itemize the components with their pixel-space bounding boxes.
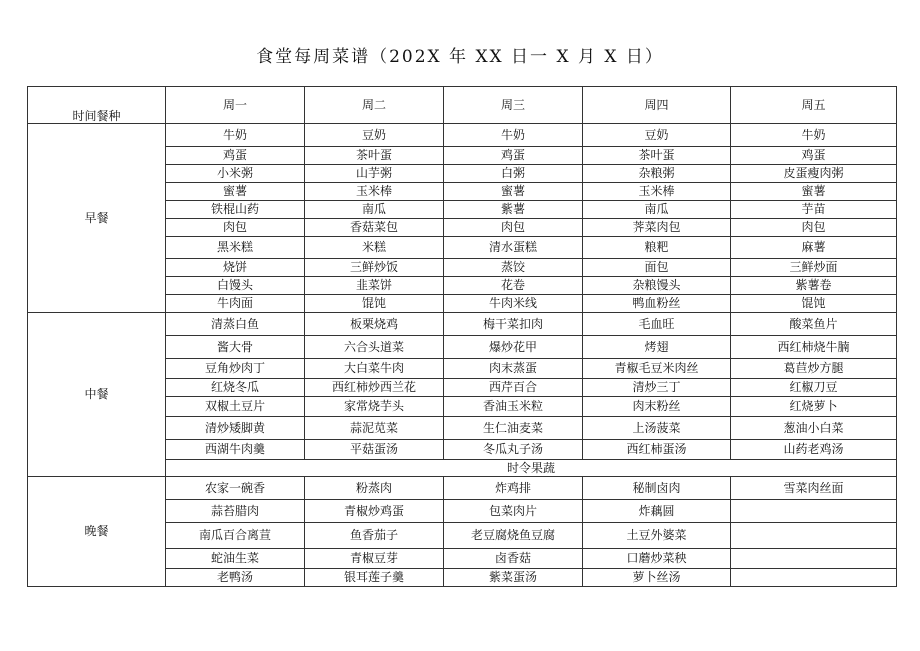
dish-cell: 小米粥 [166,165,305,183]
dish-cell: 板栗烧鸡 [305,313,444,336]
dish-cell: 葛苣炒方腿 [731,359,897,379]
dish-cell: 清水蛋糕 [444,237,583,259]
dish-cell: 蛇油生菜 [166,549,305,569]
dish-cell: 平菇蛋汤 [305,440,444,460]
dish-cell: 鸡蛋 [731,147,897,165]
dish-cell: 蜜薯 [731,183,897,201]
dish-cell: 皮蛋瘦肉粥 [731,165,897,183]
dish-cell: 秘制卤肉 [583,477,731,500]
day-header: 周一 [166,87,305,124]
dish-cell: 紫薯 [444,201,583,219]
dish-cell [731,523,897,549]
dish-cell: 口蘑炒菜秧 [583,549,731,569]
dish-cell: 玉米棒 [305,183,444,201]
dish-cell: 烧饼 [166,259,305,277]
dish-cell: 冬瓜丸子汤 [444,440,583,460]
dish-cell: 老鸭汤 [166,569,305,587]
dish-cell: 牛奶 [444,124,583,147]
dish-cell: 米糕 [305,237,444,259]
dish-cell: 毛血旺 [583,313,731,336]
dish-cell: 西红柿蛋汤 [583,440,731,460]
dish-cell: 肉包 [731,219,897,237]
menu-row [28,124,897,147]
meal-label-breakfast: 早餐 [28,124,166,313]
dish-cell: 麻薯 [731,237,897,259]
dish-cell: 六合头道菜 [305,336,444,359]
dish-cell: 蜜薯 [444,183,583,201]
dish-cell: 青椒炒鸡蛋 [305,500,444,523]
dish-cell: 鸡蛋 [444,147,583,165]
dish-cell: 南瓜百合离荁 [166,523,305,549]
dish-cell: 山药老鸡汤 [731,440,897,460]
dish-cell: 酱大骨 [166,336,305,359]
dish-cell: 粉蒸肉 [305,477,444,500]
dish-cell: 西芹百合 [444,379,583,397]
dish-cell: 三鲜炒面 [731,259,897,277]
weekly-menu-table [27,86,897,587]
dish-cell: 黑米糕 [166,237,305,259]
dish-cell: 蒸饺 [444,259,583,277]
dish-cell [731,500,897,523]
dish-cell: 上汤菠菜 [583,417,731,440]
dish-cell: 老豆腐烧鱼豆腐 [444,523,583,549]
dish-cell: 葱油小白菜 [731,417,897,440]
dish-cell: 茶叶蛋 [305,147,444,165]
dish-cell: 萝卜丝汤 [583,569,731,587]
dish-cell: 西红柿炒西兰花 [305,379,444,397]
header-row [28,87,897,124]
dish-cell: 铁棍山药 [166,201,305,219]
dish-cell: 雪菜肉丝面 [731,477,897,500]
dish-cell: 杂粮粥 [583,165,731,183]
dish-cell: 韭菜饼 [305,277,444,295]
dish-cell: 三鲜炒饭 [305,259,444,277]
dish-cell: 香菇菜包 [305,219,444,237]
dish-cell: 牛奶 [166,124,305,147]
day-header: 周三 [444,87,583,124]
dish-cell: 清蒸白鱼 [166,313,305,336]
dish-cell: 鱼香茄子 [305,523,444,549]
dish-cell: 梅干菜扣肉 [444,313,583,336]
dish-cell: 芋苗 [731,201,897,219]
dish-cell: 香油玉米粒 [444,397,583,417]
dish-cell: 牛肉米线 [444,295,583,313]
dish-cell: 蒜苔腊肉 [166,500,305,523]
day-header: 周五 [731,87,897,124]
dish-cell: 鸭血粉丝 [583,295,731,313]
dish-cell: 酸菜鱼片 [731,313,897,336]
dish-cell: 清炒三丁 [583,379,731,397]
dish-cell: 肉末粉丝 [583,397,731,417]
dish-cell: 紫薯卷 [731,277,897,295]
dish-cell: 青椒豆芽 [305,549,444,569]
dish-cell: 玉米棒 [583,183,731,201]
dish-cell: 荠菜肉包 [583,219,731,237]
page-title: 食堂每周菜谱（202X 年 XX 日一 X 月 X 日） [256,47,664,67]
menu-row [28,477,897,500]
dish-cell: 炸鸡排 [444,477,583,500]
dish-cell: 肉末蒸蛋 [444,359,583,379]
dish-cell: 爆炒花甲 [444,336,583,359]
dish-cell: 馄饨 [305,295,444,313]
day-header: 周二 [305,87,444,124]
dish-cell: 红椒刀豆 [731,379,897,397]
fruit-cell: 时令果蔬 [166,460,897,477]
meal-label-dinner: 晚餐 [28,477,166,587]
dish-cell: 肉包 [166,219,305,237]
dish-cell: 面包 [583,259,731,277]
dish-cell: 馄饨 [731,295,897,313]
dish-cell: 南瓜 [305,201,444,219]
dish-cell: 肉包 [444,219,583,237]
dish-cell: 包菜肉片 [444,500,583,523]
dish-cell: 生仁油麦菜 [444,417,583,440]
dish-cell: 牛奶 [731,124,897,147]
dish-cell: 银耳莲子羹 [305,569,444,587]
dish-cell: 杂粮馒头 [583,277,731,295]
dish-cell: 山芋粥 [305,165,444,183]
dish-cell: 紫菜蛋汤 [444,569,583,587]
dish-cell: 粮粑 [583,237,731,259]
day-header: 周四 [583,87,731,124]
dish-cell: 牛肉面 [166,295,305,313]
dish-cell: 红烧萝卜 [731,397,897,417]
dish-cell: 烤翅 [583,336,731,359]
dish-cell: 土豆外婆菜 [583,523,731,549]
dish-cell: 茶叶蛋 [583,147,731,165]
dish-cell: 大白菜牛肉 [305,359,444,379]
dish-cell: 南瓜 [583,201,731,219]
menu-row [28,313,897,336]
corner-header: 时间餐种 [28,87,166,124]
dish-cell: 白粥 [444,165,583,183]
dish-cell: 西红柿烧牛腩 [731,336,897,359]
dish-cell: 双椒土豆片 [166,397,305,417]
dish-cell: 卤香菇 [444,549,583,569]
dish-cell: 豆奶 [305,124,444,147]
dish-cell: 清炒矮脚黄 [166,417,305,440]
dish-cell: 农家一碗香 [166,477,305,500]
dish-cell: 家常烧芋头 [305,397,444,417]
dish-cell: 蜜薯 [166,183,305,201]
dish-cell: 豆角炒肉丁 [166,359,305,379]
dish-cell: 西湖牛肉羹 [166,440,305,460]
dish-cell [731,569,897,587]
dish-cell: 花卷 [444,277,583,295]
dish-cell: 红烧冬瓜 [166,379,305,397]
dish-cell: 青椒毛豆米肉丝 [583,359,731,379]
dish-cell: 鸡蛋 [166,147,305,165]
dish-cell [731,549,897,569]
meal-label-lunch: 中餐 [28,313,166,477]
dish-cell: 炸藕圆 [583,500,731,523]
dish-cell: 豆奶 [583,124,731,147]
dish-cell: 蒜泥苋菜 [305,417,444,440]
dish-cell: 白馒头 [166,277,305,295]
